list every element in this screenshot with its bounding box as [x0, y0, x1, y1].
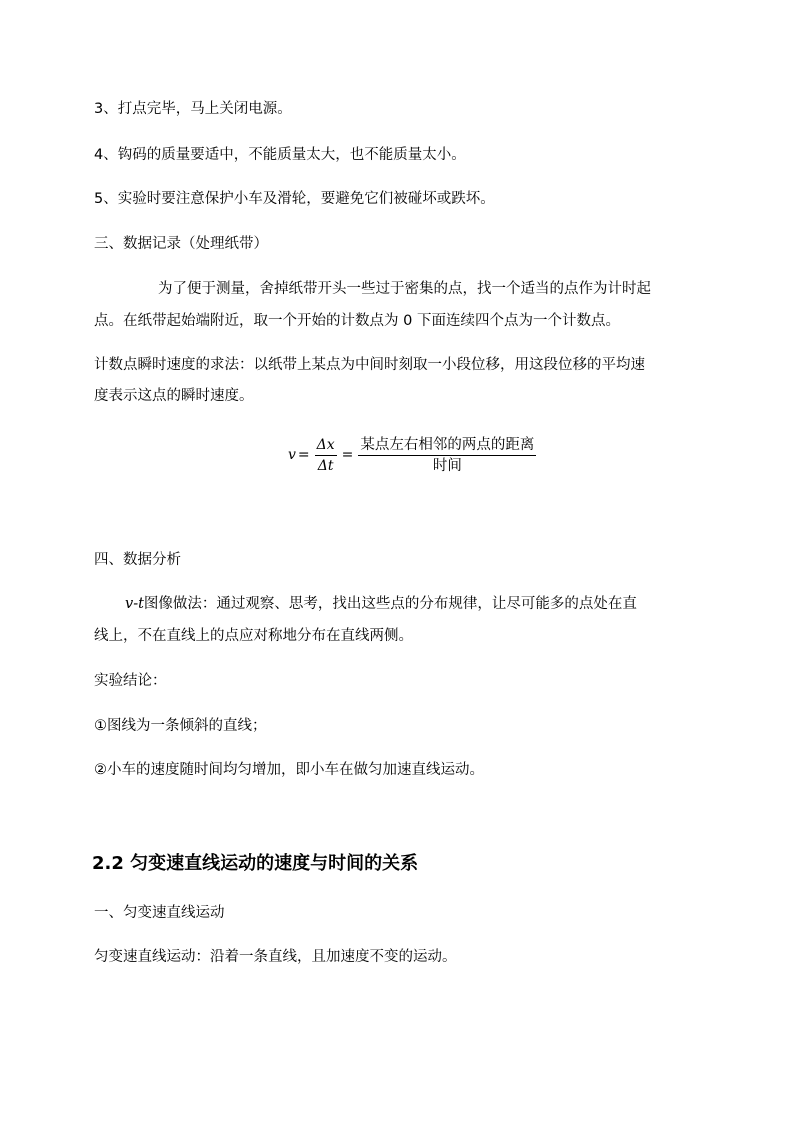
- paragraph-3-text: 图像做法：通过观察、思考，找出这些点的分布规律，让尽可能多的点处在直: [143, 596, 637, 612]
- formula-delta-x: Δx: [315, 436, 337, 456]
- formula-denominator-text: 时间: [432, 457, 462, 474]
- conclusion-item-1: ①图线为一条倾斜的直线；: [94, 718, 267, 734]
- paragraph-2-line-1: 计数点瞬时速度的求法：以纸带上某点为中间时刻取一小段位移，用这段位移的平均速: [94, 357, 645, 373]
- formula-equals-2: =: [341, 447, 354, 463]
- formula-text-fraction: [358, 436, 536, 475]
- step-3-text: 3、打点完毕，马上关闭电源。: [94, 101, 292, 117]
- section-2-2-title: 2.2 匀变速直线运动的速度与时间的关系: [92, 853, 419, 874]
- subsection-1-heading: 一、匀变速直线运动: [94, 905, 225, 921]
- formula-delta-t: Δt: [317, 457, 334, 474]
- paragraph-2-line-2: 度表示这点的瞬时速度。: [94, 388, 254, 404]
- paragraph-1-line-1: 为了便于测量，舍掉纸带开头一些过于密集的点，找一个适当的点作为计时起: [158, 281, 651, 297]
- conclusion-label: 实验结论：: [94, 673, 167, 689]
- formula-numerator-text: 某点左右相邻的两点的距离: [358, 436, 536, 456]
- definition-text: 匀变速直线运动：沿着一条直线，且加速度不变的运动。: [94, 949, 457, 965]
- formula-equals-1: =: [297, 447, 310, 463]
- section-4-heading: 四、数据分析: [94, 552, 181, 568]
- step-5-text: 5、实验时要注意保护小车及滑轮，要避免它们被碰坏或跌坏。: [94, 191, 495, 207]
- formula-delta-fraction: [315, 436, 337, 475]
- formula-v: v: [288, 447, 296, 463]
- section-3-heading: 三、数据记录（处理纸带）: [94, 236, 268, 252]
- paragraph-3-line-1: [125, 594, 637, 614]
- vt-label: v-t: [125, 596, 144, 612]
- step-4-text: 4、钩码的质量要适中，不能质量太大，也不能质量太小。: [94, 147, 466, 163]
- paragraph-1-line-2: 点。在纸带起始端附近，取一个开始的计数点为 0 下面连续四个点为一个计数点。: [94, 313, 620, 329]
- velocity-formula: [288, 432, 539, 478]
- conclusion-item-2: ②小车的速度随时间均匀增加，即小车在做匀加速直线运动。: [94, 762, 484, 778]
- paragraph-3-line-2: 线上，不在直线上的点应对称地分布在直线两侧。: [94, 628, 413, 644]
